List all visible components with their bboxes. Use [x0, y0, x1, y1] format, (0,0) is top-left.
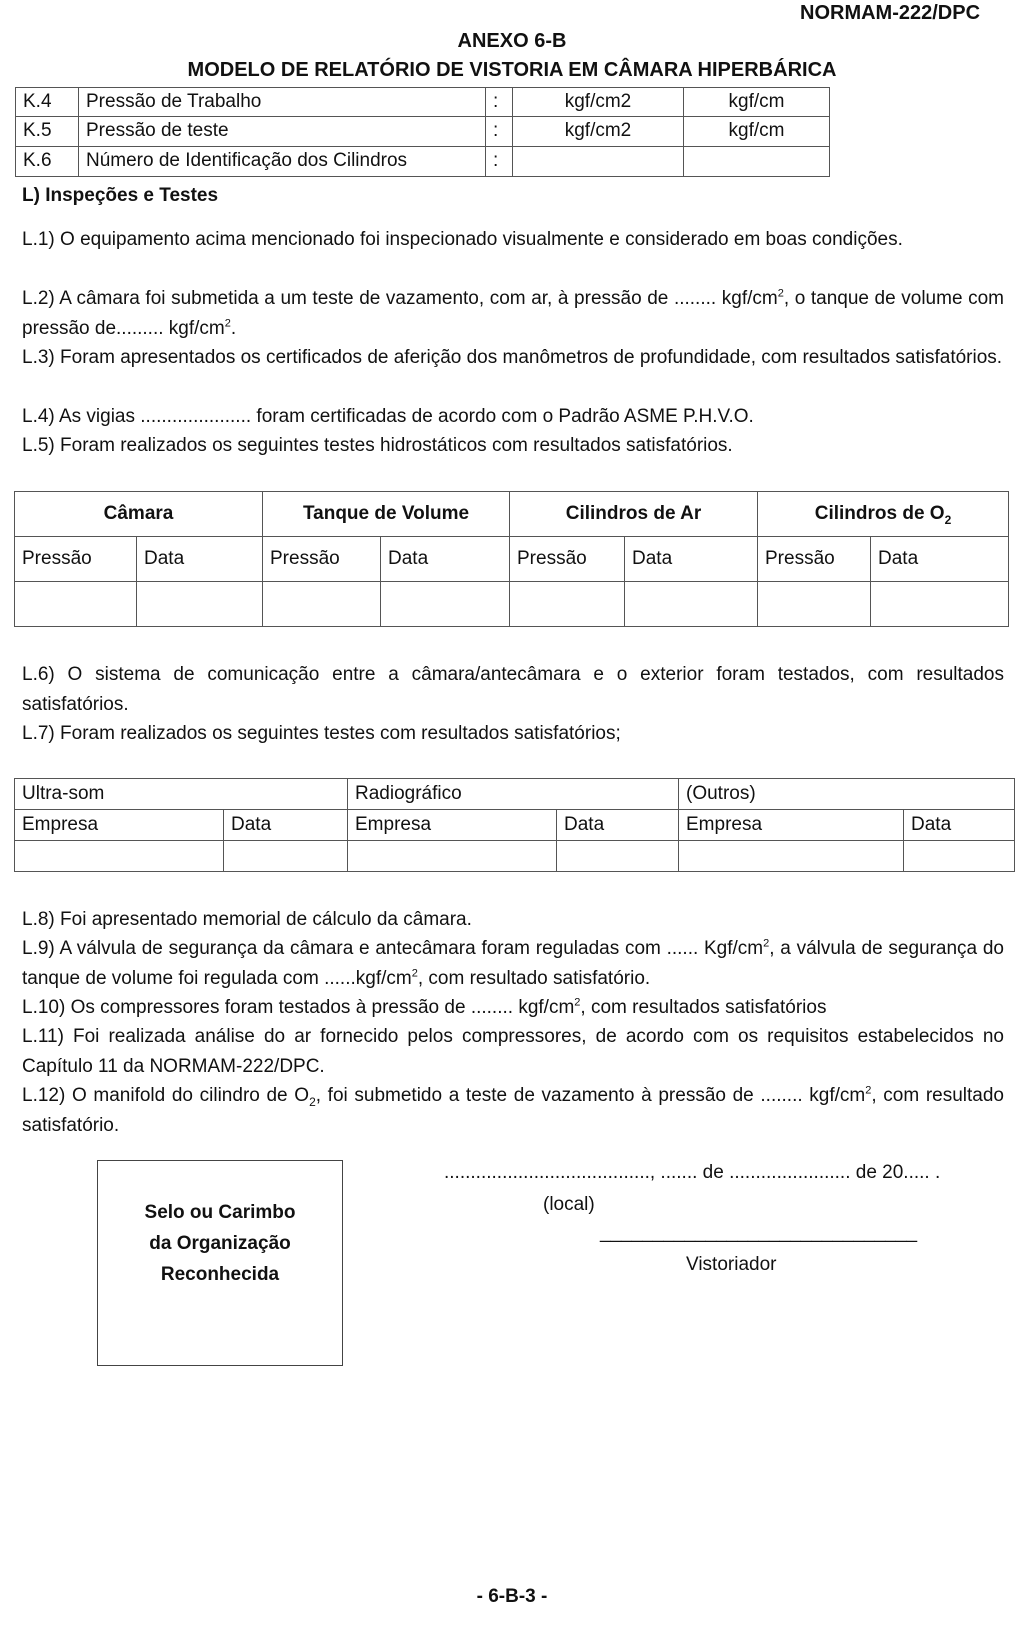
- group-radiografico: Radiográfico: [348, 779, 679, 810]
- empty-cell: [679, 841, 904, 872]
- superscript: 2: [777, 287, 784, 300]
- empty-cell: [625, 582, 758, 627]
- group-tanque: Tanque de Volume: [263, 492, 510, 537]
- l10-part-b: , com resultados satisfatórios: [580, 997, 827, 1018]
- k-label: Pressão de teste: [79, 117, 486, 147]
- l10-part-a: L.10) Os compressores foram testados à pressão de ........ kgf/cm: [22, 997, 575, 1018]
- stamp-text: [98, 1197, 342, 1290]
- l9-part-b: , a válvula de segurança do tanque de volume foi regulada com ......kgf/cm: [22, 938, 1004, 989]
- col-data: Data: [557, 810, 679, 841]
- k-row: [16, 117, 830, 147]
- superscript: 2: [865, 1084, 872, 1097]
- k-row: [16, 147, 830, 177]
- group-cilindros-o2: [758, 492, 1009, 537]
- empty-cell: [15, 841, 224, 872]
- paragraph-l12: [22, 1081, 1004, 1140]
- ndt-header-row: [15, 810, 1015, 841]
- signature-rule: ______________________________: [600, 1222, 918, 1243]
- empty-cell: [557, 841, 679, 872]
- l12-part-c: , com resultado satisfatório.: [22, 1085, 1004, 1136]
- col-empresa: Empresa: [679, 810, 904, 841]
- col-data: Data: [625, 537, 758, 582]
- stamp-line: Reconhecida: [160, 1264, 280, 1285]
- group-cilindros-ar: Cilindros de Ar: [510, 492, 758, 537]
- date-line: ......................................., ....... de ....................... de 20..... .: [444, 1162, 941, 1183]
- k-code: K.6: [16, 147, 79, 177]
- subscript: 2: [309, 1094, 316, 1109]
- k-colon: :: [486, 88, 513, 117]
- paragraph-l4: L.4) As vigias ..................... foram certificadas de acordo com o Padrão ASME P.H.V.O.: [22, 406, 754, 427]
- group-camara: Câmara: [15, 492, 263, 537]
- ndt-group-row: [15, 779, 1015, 810]
- k-unit1: [513, 147, 684, 177]
- inspector-label: Vistoriador: [686, 1254, 777, 1275]
- group-ultrasom: Ultra-som: [15, 779, 348, 810]
- k-colon: :: [486, 117, 513, 147]
- k-code: K.5: [16, 117, 79, 147]
- document-title: MODELO DE RELATÓRIO DE VISTORIA EM CÂMARA HIPERBÁRICA: [187, 59, 837, 81]
- col-data: Data: [381, 537, 510, 582]
- empty-cell: [758, 582, 871, 627]
- empty-cell: [15, 582, 137, 627]
- k-label: Número de Identificação dos Cilindros: [79, 147, 486, 177]
- paragraph-l1: L.1) O equipamento acima mencionado foi inspecionado visualmente e considerado em boas condições.: [22, 229, 903, 250]
- hydro-empty-row: [15, 582, 1009, 627]
- superscript: 2: [411, 967, 418, 980]
- paragraph-l8: L.8) Foi apresentado memorial de cálculo da câmara.: [22, 909, 472, 930]
- k-table: [15, 87, 830, 177]
- paragraph-l10: [22, 993, 826, 1023]
- l9-part-a: L.9) A válvula de segurança da câmara e antecâmara foram reguladas com ...... Kgf/cm: [22, 938, 764, 959]
- superscript: 2: [224, 317, 231, 330]
- ndt-empty-row: [15, 841, 1015, 872]
- k-code: K.4: [16, 88, 79, 117]
- k-unit1: kgf/cm2: [513, 88, 684, 117]
- o2-subscript: 2: [944, 512, 952, 527]
- o2-label: Cilindros de O: [814, 502, 945, 524]
- paragraph-l3: L.3) Foram apresentados os certificados de aferição dos manômetros de profundidade, com resultados satisfatórios.: [22, 347, 1003, 368]
- group-outros: (Outros): [679, 779, 1015, 810]
- ndt-table: [14, 778, 1015, 872]
- empty-cell: [381, 582, 510, 627]
- local-label: (local): [543, 1194, 595, 1215]
- empty-cell: [263, 582, 381, 627]
- empty-cell: [510, 582, 625, 627]
- paragraph-l6: L.6) O sistema de comunicação entre a câmara/antecâmara e o exterior foram testados, com resultados satisfatórios.: [22, 664, 1004, 715]
- k-row: [16, 88, 830, 117]
- col-data: Data: [224, 810, 348, 841]
- k-colon: :: [486, 147, 513, 177]
- k-unit1: kgf/cm2: [513, 117, 684, 147]
- empty-cell: [348, 841, 557, 872]
- l2-part-b: , o tanque de volume com pressão de......... kgf/cm: [22, 288, 1004, 339]
- superscript: 2: [574, 996, 581, 1009]
- col-pressao: Pressão: [15, 537, 137, 582]
- empty-cell: [904, 841, 1015, 872]
- paragraph-l5: L.5) Foram realizados os seguintes testes hidrostáticos com resultados satisfatórios.: [22, 435, 733, 456]
- l9-part-c: , com resultado satisfatório.: [417, 967, 651, 989]
- paragraph-l7: L.7) Foram realizados os seguintes testes com resultados satisfatórios;: [22, 723, 621, 744]
- hydrostatic-table: [14, 491, 1009, 627]
- norm-code: NORMAM-222/DPC: [800, 2, 981, 24]
- l12-part-b: , foi submetido a teste de vazamento à pressão de ........ kgf/cm: [315, 1085, 866, 1106]
- col-pressao: Pressão: [758, 537, 871, 582]
- empty-cell: [137, 582, 263, 627]
- paragraph-l11: L.11) Foi realizada análise do ar fornecido pelos compressores, de acordo com os requisitos estabelecidos no Capítulo 11 da NORMAM-222/DPC.: [22, 1026, 1004, 1077]
- l2-part-c: .: [230, 317, 237, 339]
- l2-part-a: L.2) A câmara foi submetida a um teste de vazamento, com ar, à pressão de ........ kgf/cm: [22, 288, 778, 309]
- col-empresa: Empresa: [15, 810, 224, 841]
- annex-label: ANEXO 6-B: [457, 30, 567, 52]
- hydro-header-row: [15, 537, 1009, 582]
- empty-cell: [224, 841, 348, 872]
- hydro-group-row: [15, 492, 1009, 537]
- empty-cell: [871, 582, 1009, 627]
- col-data: Data: [871, 537, 1009, 582]
- superscript: 2: [763, 937, 770, 950]
- col-data: Data: [137, 537, 263, 582]
- paragraph-l2: [22, 284, 1004, 343]
- section-l-heading: L) Inspeções e Testes: [22, 185, 219, 206]
- stamp-line: Selo ou Carimbo: [144, 1202, 296, 1223]
- stamp-box: [97, 1160, 343, 1366]
- col-empresa: Empresa: [348, 810, 557, 841]
- stamp-line: da Organização: [149, 1233, 291, 1254]
- paragraph-l9: [22, 934, 1004, 993]
- page-number: - 6-B-3 -: [476, 1586, 548, 1607]
- k-unit2: kgf/cm: [684, 117, 830, 147]
- k-label: Pressão de Trabalho: [79, 88, 486, 117]
- col-data: Data: [904, 810, 1015, 841]
- k-unit2: kgf/cm: [684, 88, 830, 117]
- k-unit2: [684, 147, 830, 177]
- col-pressao: Pressão: [510, 537, 625, 582]
- col-pressao: Pressão: [263, 537, 381, 582]
- l12-part-a: L.12) O manifold do cilindro de O: [22, 1085, 310, 1106]
